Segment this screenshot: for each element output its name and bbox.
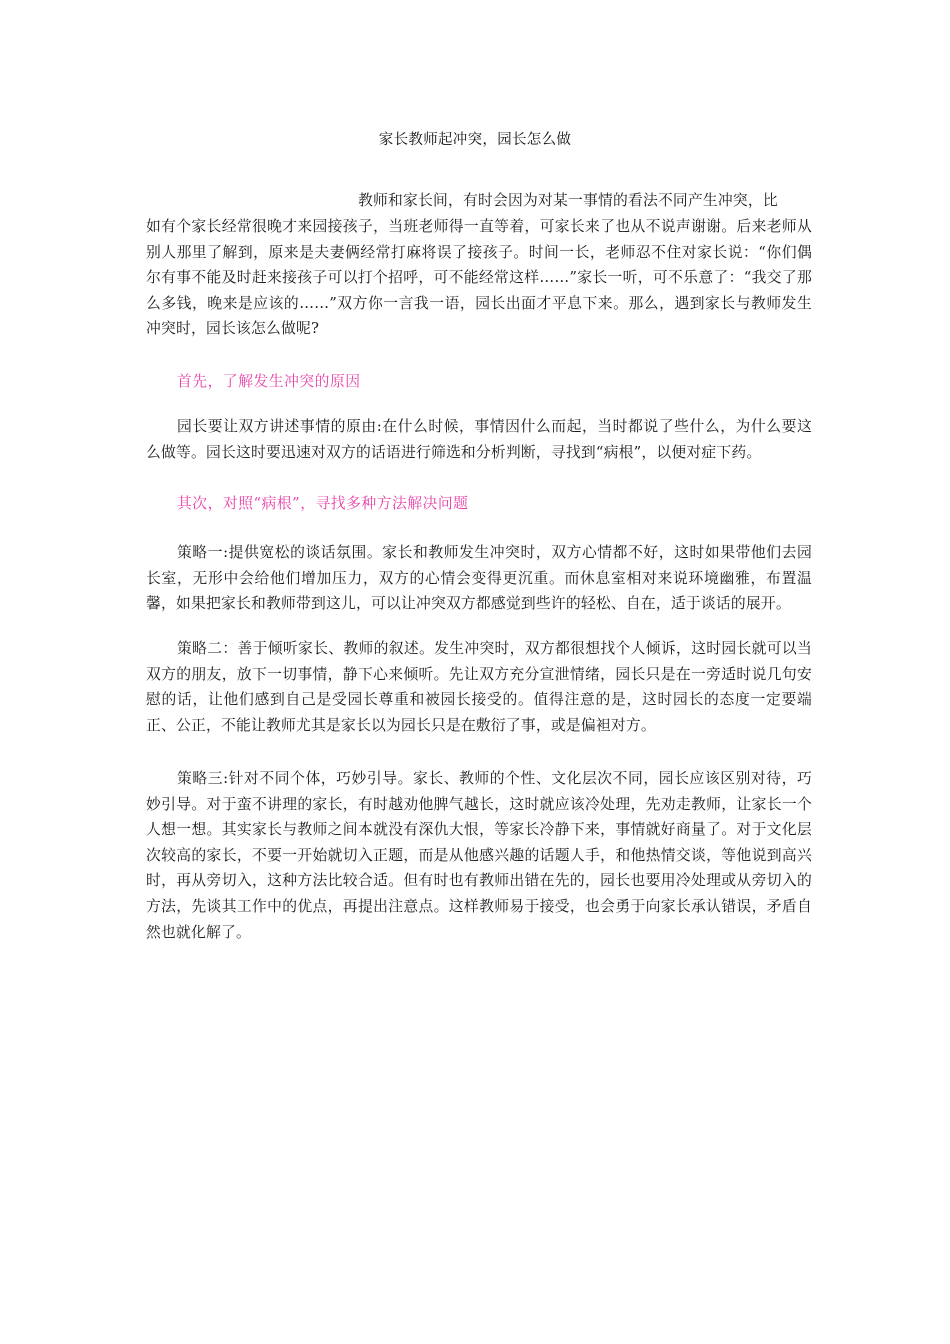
- document-title: 家长教师起冲突，园长怎么做: [378, 132, 572, 148]
- section-heading-1: 首先，了解发生冲突的原因: [177, 373, 361, 390]
- strategy-2-text: 策略二：善于倾听家长、教师的叙述。发生冲突时，双方都很想找个人倾诉，这时园长就可以当双方的朋友，放下一切事情，静下心来倾听。先让双方充分宣泄情绪，园长只是在一旁适时说几句安慰的话，让他们感到自己是受园长尊重和被园长接受的。值得注意的是，这时园长的态度一定要端正、公正，不能让教师尤其是家长以为园长只是在敷衍了事，或是偏袒对方。: [146, 640, 812, 734]
- section-heading-2: 其次，对照“病根”，寻找多种方法解决问题: [177, 495, 469, 512]
- strategy-1-text: 策略一:提供宽松的谈话氛围。家长和教师发生冲突时，双方心情都不好，这时如果带他们去园长室，无形中会给他们增加压力，双方的心情会变得更沉重。而休息室相对来说环境幽雅，布置温馨，如果把家长和教师带到这儿，可以让冲突双方都感觉到些许的轻松、自在，适于谈话的展开。: [146, 544, 812, 613]
- paragraph-cause: [146, 414, 812, 465]
- paragraph-cause-text: 园长要让双方讲述事情的原由:在什么时候，事情因什么而起，当时都说了些什么，为什么要这么做等。园长这时要迅速对双方的话语进行筛选和分析判断，寻找到“病根”，以便对症下药。: [146, 418, 812, 461]
- paragraph-strategy-2: [146, 636, 812, 738]
- paragraph-strategy-3: [146, 766, 812, 945]
- intro-first-line: 教师和家长间，有时会因为对某一事情的看法不同产生冲突，比: [358, 192, 778, 209]
- paragraph-strategy-1: [146, 540, 812, 617]
- strategy-3-text: 策略三:针对不同个体，巧妙引导。家长、教师的个性、文化层次不同，园长应该区别对待，巧妙引导。对于蛮不讲理的家长，有时越劝他脾气越长，这时就应该冷处理，先劝走教师，让家长一个人想一想。其实家长与教师之间本就没有深仇大恨，等家长冷静下来，事情就好商量了。对于文化层次较高的家长，不要一开始就切入正题，而是从他感兴趣的话题人手，和他热情交谈，等他说到高兴时，再从旁切入，这种方法比较合适。但有时也有教师出错在先的，园长也要用冷处理或从旁切入的方法，先谈其工作中的优点，再提出注意点。这样教师易于接受，也会勇于向家长承认错误，矛盾自然也就化解了。: [146, 770, 812, 941]
- intro-paragraph: 如有个家长经常很晚才来园接孩子，当班老师得一直等着，可家长来了也从不说声谢谢。后来老师从别人那里了解到，原来是夫妻俩经常打麻将误了接孩子。时间一长，老师忍不住对家长说：“你们偶尔有事不能及时赶来接孩子可以打个招呼，可不能经常这样……”家长一听，可不乐意了：“我交了那么多钱，晚来是应该的……”双方你一言我一语，园长出面才平息下来。那么，遇到家长与教师发生冲突时，园长该怎么做呢?: [146, 218, 812, 338]
